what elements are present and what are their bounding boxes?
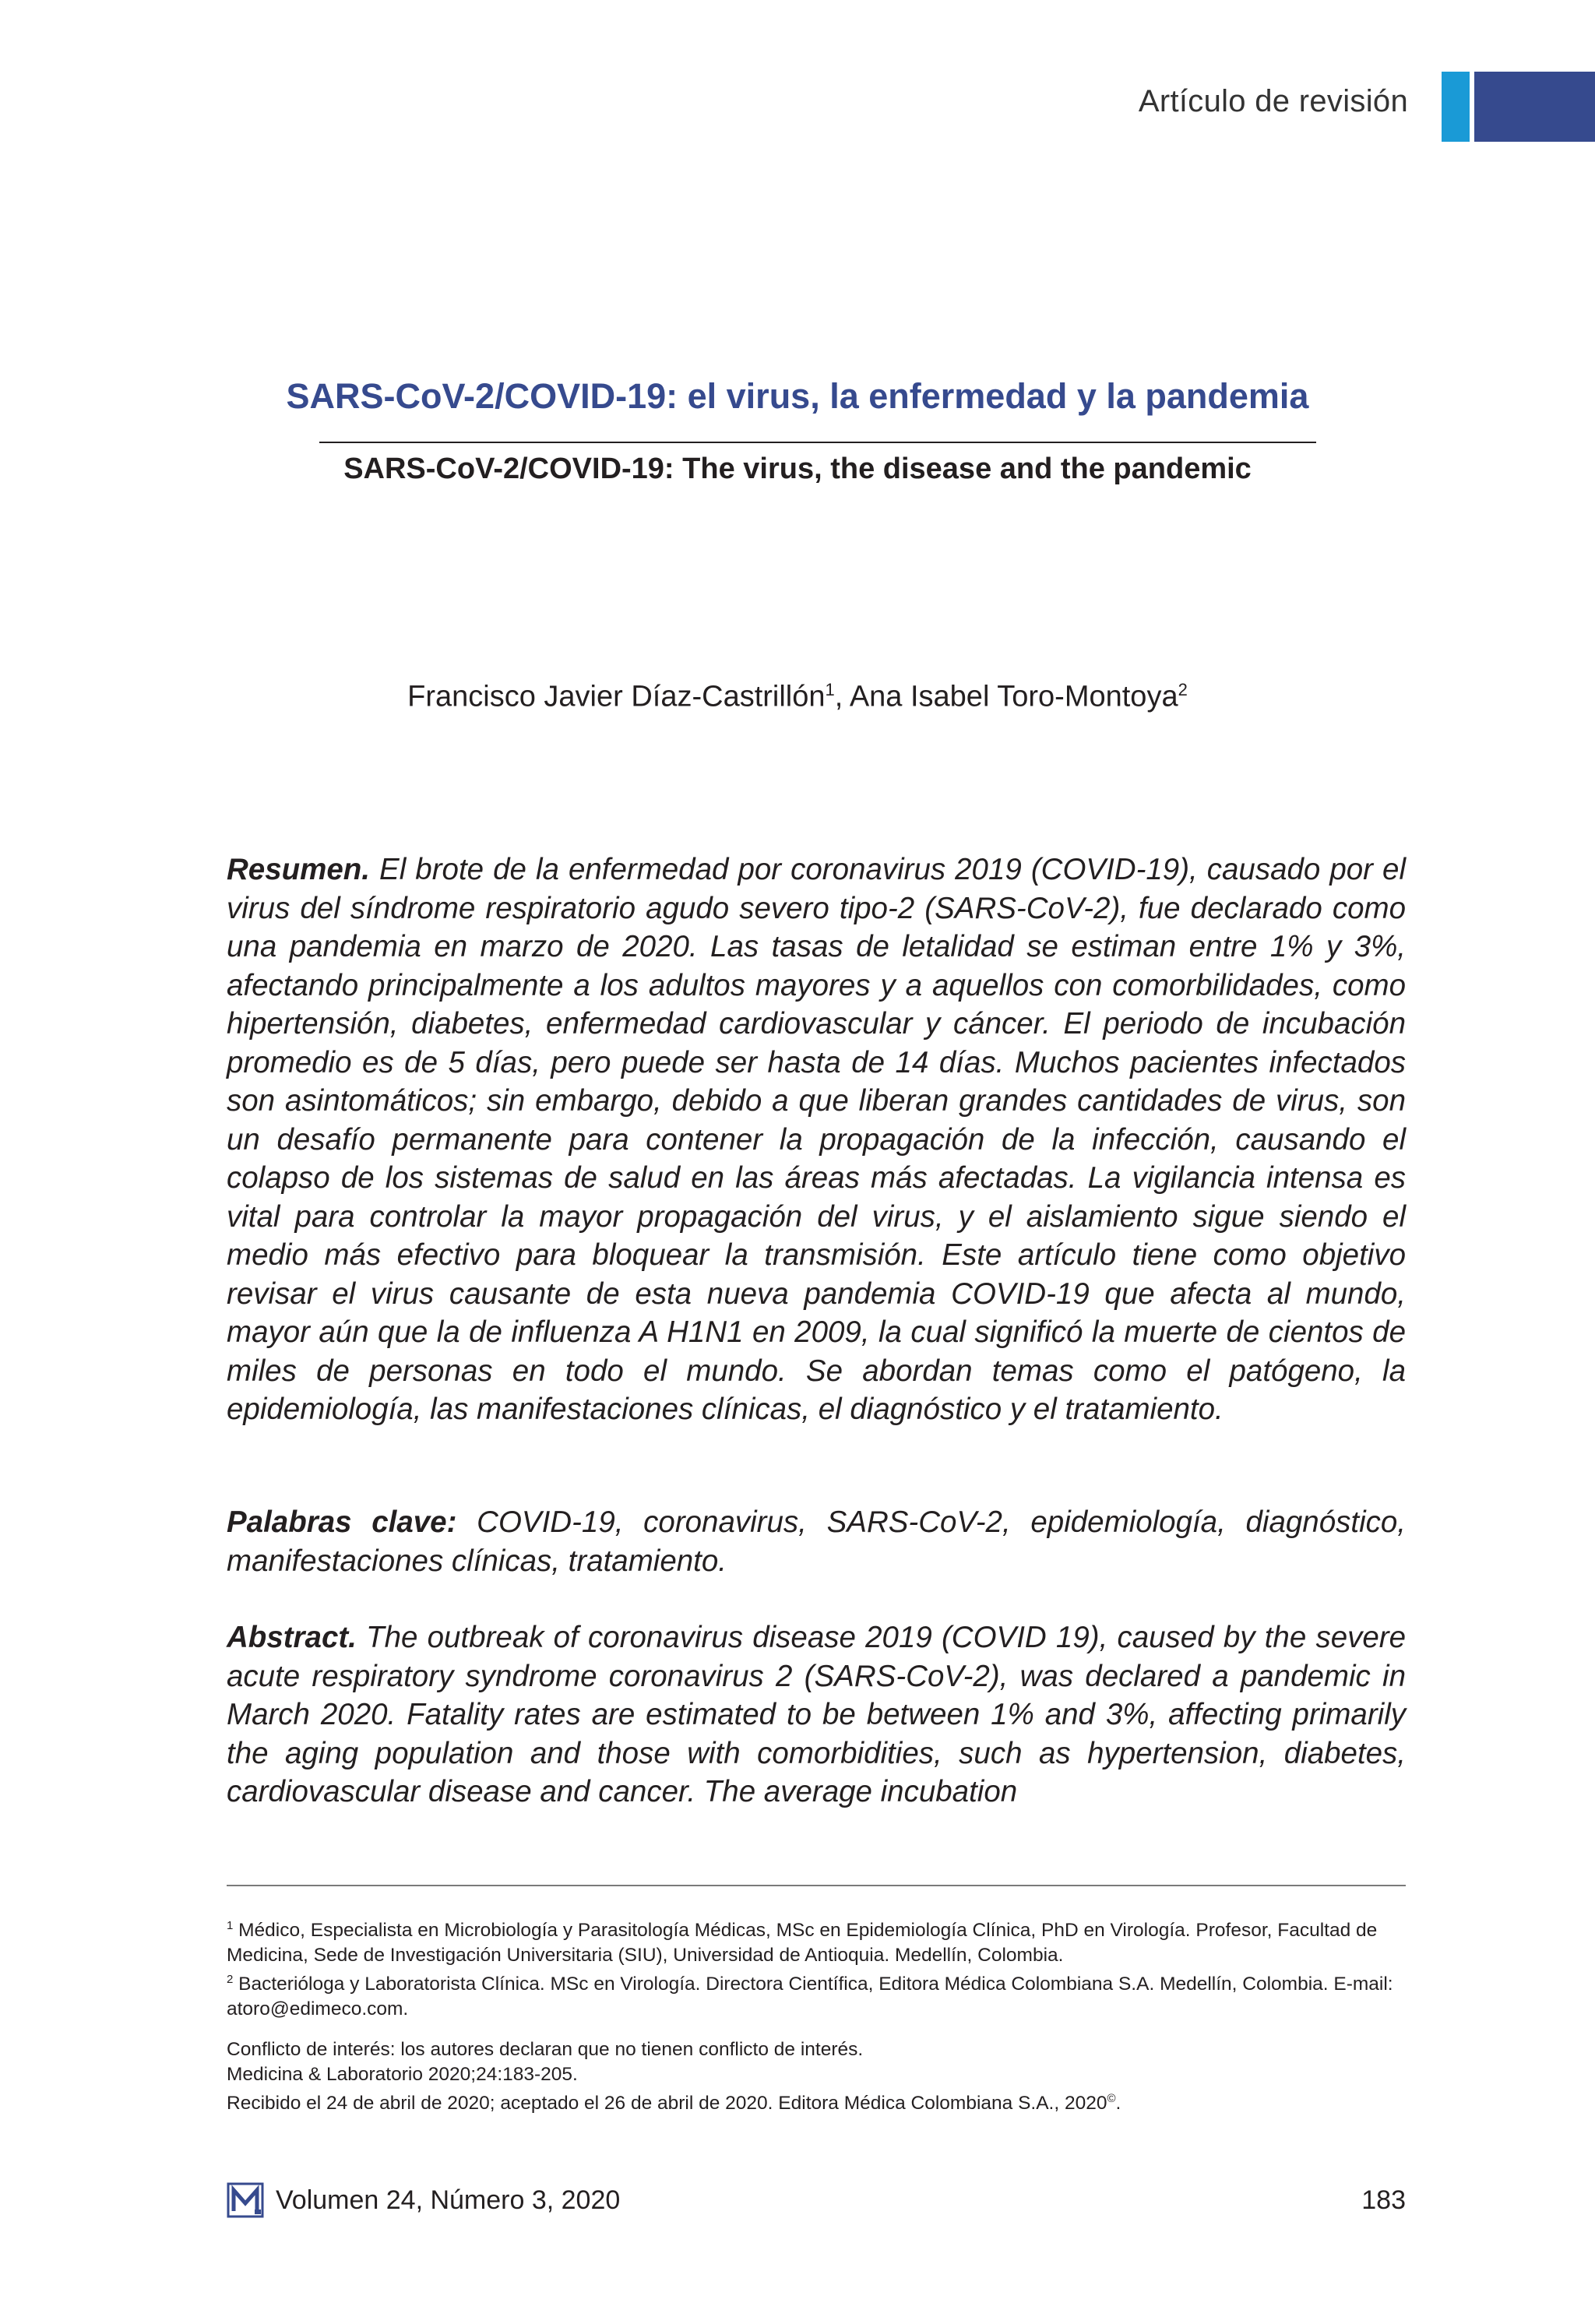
journal-volume: Volumen 24, Número 3, 2020 (276, 2185, 621, 2215)
title-spanish: SARS-CoV-2/COVID-19: el virus, la enfermedad y la pandemia (286, 376, 1309, 416)
resumen-paragraph (227, 850, 1406, 1429)
author-name: Francisco Javier Díaz-Castrillón (407, 680, 826, 713)
received-line (227, 2086, 1406, 2116)
author-name: Ana Isabel Toro-Montoya (849, 680, 1178, 713)
article-meta (227, 2037, 1406, 2116)
footnote-item (227, 1914, 1406, 1967)
copyright-mark: © (1107, 2092, 1116, 2105)
header-accent-navy (1474, 72, 1595, 142)
footnote-text: Médico, Especialista en Microbiología y Parasitología Médicas, MSc en Epidemiología Clínica, PhD en Virología. Profesor, Facultad de Medicina, Sede de Investigación Universitaria (SIU), Universidad de Antioquia. Medellín, Colombia. (227, 1920, 1378, 1966)
footnote-mark: 2 (227, 1973, 234, 1987)
footnote-item (227, 1967, 1406, 2021)
footnote-divider (227, 1885, 1406, 1886)
authors-line (0, 680, 1595, 714)
title-divider (319, 442, 1316, 443)
page-number: 183 (1361, 2185, 1406, 2215)
keywords-label: Palabras clave: (227, 1505, 457, 1539)
section-label: Artículo de revisión (1138, 84, 1408, 118)
title-english: SARS-CoV-2/COVID-19: The virus, the disease and the pandemic (343, 452, 1252, 485)
abstract-text: The outbreak of coronavirus disease 2019 (COVID 19), caused by the severe acute respiratory syndrome coronavirus 2 (SARS-CoV-2), was declared a pandemic in March 2020. Fatality rates are estimated to be between 1% and 3%, affecting primarily the aging population and those with comorbidities, such as hypertension, diabetes, cardiovascular disease and cancer. The average incubation (227, 1621, 1406, 1808)
received-period: . (1115, 2093, 1121, 2114)
conflict-statement: Conflicto de interés: los autores declaran que no tienen conflicto de interés. (227, 2039, 864, 2060)
keywords-text: COVID-19, coronavirus, SARS-CoV-2, epidemiología, diagnóstico, manifestaciones clínicas, tratamiento. (227, 1505, 1406, 1578)
footnote-mark: 1 (227, 1919, 234, 1932)
received-text: Recibido el 24 de abril de 2020; aceptado el 26 de abril de 2020. Editora Médica Colombiana S.A., 2020 (227, 2093, 1107, 2114)
resumen-text: El brote de la enfermedad por coronavirus 2019 (COVID-19), causado por el virus del síndrome respiratorio agudo severo tipo-2 (SARS-CoV-2), fue declarado como una pandemia en marzo de 2020. Las tasas de letalidad se estiman entre 1% y 3%, afectando principalmente a los adultos mayores y a aquellos con comorbilidades, como hipertensión, diabetes, enfermedad cardiovascular y cáncer. El periodo de incubación promedio es de 5 días, pero puede ser hasta de 14 días. Muchos pacientes infectados son asintomáticos; sin embargo, debido a que liberan grandes cantidades de virus, son un desafío permanente para contener la propagación de la infección, causando el colapso de los sistemas de salud en las áreas más afectadas. La vigilancia intensa es vital para controlar la mayor propagación del virus, y el aislamiento sigue siendo el medio más efectivo para bloquear la transmisión. Este artículo tiene como objetivo revisar el virus causante de esta nueva pandemia COVID-19 que afecta al mundo, mayor aún que la de influenza A H1N1 en 2009, la cual significó la muerte de cientos de miles de personas en todo el mundo. Se abordan temas como el patógeno, la epidemiología, las manifestaciones clínicas, el diagnóstico y el tratamiento. (227, 853, 1406, 1426)
footnote-text: Bacterióloga y Laboratorista Clínica. MSc en Virología. Directora Científica, Editora Médica Colombiana S.A. Medellín, Colombia. E-mail: atoro@edimeco.com. (227, 1974, 1393, 2019)
resumen-label: Resumen. (227, 853, 371, 886)
footnotes (227, 1914, 1406, 2021)
abstract-label: Abstract. (227, 1621, 357, 1654)
ml-journal-logo-icon (227, 2181, 264, 2219)
abstract-paragraph (227, 1618, 1406, 1812)
author-affiliation-mark: 1 (825, 680, 835, 699)
keywords-paragraph (227, 1503, 1406, 1580)
author-affiliation-mark: 2 (1178, 680, 1188, 699)
author-separator: , (834, 680, 850, 713)
header-accent-cyan (1442, 72, 1470, 142)
citation-line: Medicina & Laboratorio 2020;24:183-205. (227, 2063, 578, 2085)
